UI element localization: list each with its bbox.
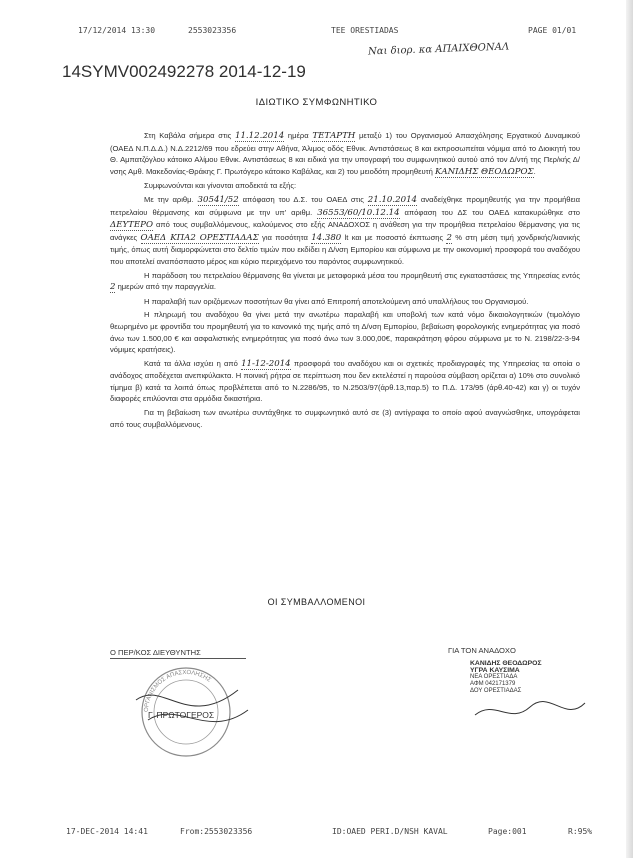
paragraph-terms: Κατά τα άλλα ισχύει η από 11-12-2014 προσφορά του αναδόχου και οι σχετικές προδιαγραφές της Υπηρεσίας τα οποία ο ανάδοχος αποδέχεται ανεπιφύλακτα. Η ποινική ρήτρα σε περίπτωση που δεν εκτελέστεί η παρούσα σύμβαση ορίζεται α) 10% στο συνολικό τίμημα β) κατά τα λοιπά όπως προβλέπεται από το Ν.2286/95, το Ν.2503/97(άρθ.13,παρ.5) το Π.Δ. 173/95 (άρθ.40-42) και γ) οι τυχόν διαφορές επιλύονται στα αρμόδια δικαστήρια.	[110, 358, 580, 404]
handwritten-weekday: ΤΕΤΑΡΤΗ	[312, 131, 356, 141]
right-signature-scribble	[470, 695, 590, 729]
supplier-stamp-line: ΚΑΝΙΔΗΣ ΘΕΟΔΩΡΟΣ	[470, 660, 542, 667]
supplier-stamp-line: ΝΕΑ ΟΡΕΣΤΙΑΔΑ	[470, 674, 518, 680]
scan-edge	[626, 0, 633, 858]
seal-text: ΟΡΓΑΝΙΣΜΟΣ ΑΠΑΣΧΟΛΗΣΗΣ	[143, 669, 212, 713]
fax-header-page: PAGE 01/01	[528, 26, 577, 35]
right-signatory-title: ΓΙΑ ΤΟΝ ΑΝΑΔΟΧΟ	[448, 646, 516, 655]
handwritten-decision-date: 21.10.2014	[367, 194, 418, 205]
paragraph-delivery: Η παράδοση του πετρελαίου θέρμανσης θα γίνεται με μεταφορικά μέσα του προμηθευτή στις εγκαταστάσεις της Υπηρεσίας εντός 2 ημερών από την παραγγελία.	[110, 270, 580, 293]
handwritten-service: ΟΑΕΔ ΚΠΑ2 ΟΡΕΣΤΙΑΔΑΣ	[140, 232, 259, 243]
paragraph-agreed: Συμφωνούνται και γίνονται αποδεκτά τα εξής:	[144, 181, 297, 191]
supplier-stamp	[470, 660, 590, 733]
handwritten-note: Ναι διορ. κα ΑΠΑΙΧΘΟΝΑΛ	[367, 41, 510, 58]
supplier-stamp-line: ΔΟΥ ΟΡΕΣΤΙΑΔΑΣ	[470, 688, 522, 694]
handwritten-discount: 2	[446, 232, 452, 243]
fax-footer-timestamp: 17-DEC-2014 14:41	[66, 827, 148, 836]
fax-header-timestamp: 17/12/2014 13:30	[78, 26, 156, 35]
agreement-body	[110, 130, 580, 430]
document-title: ΙΔΙΩΤΙΚΟ ΣΥΜΦΩΝΗΤΙΚΟ	[255, 97, 378, 108]
paragraph-reception: Η παραλαβή των οριζόμενων ποσοτήτων θα γίνει από Επιτροπή αποτελούμενη από υπαλλήλους του Οργανισμού.	[144, 296, 529, 306]
paragraph-closing: Για τη βεβαίωση των ανωτέρω συντάχθηκε το συμφωνητικό αυτό σε (3) αντίγραφα το οποίο αφού αναγνώσθηκε, υπογράφεται από τους συμβαλλόμενους.	[110, 408, 580, 429]
handwritten-ref-word: ΔΕΥΤΕΡΟ	[110, 220, 153, 231]
signatories-heading: ΟΙ ΣΥΜΒΑΛΛΟΜΕΝΟΙ	[267, 597, 366, 607]
fax-footer-r: R:95%	[568, 827, 593, 836]
left-signatory-name: Γ. ΠΡΩΤΟΓΕΡΟΣ	[148, 710, 215, 720]
handwritten-days: 2	[110, 282, 116, 293]
registry-stamp-id: 14SYMV002492278 2014-12-19	[62, 62, 306, 81]
supplier-stamp-line: ΑΦΜ 042171379	[470, 681, 516, 687]
left-signatory-title: Ο ΠΕΡ/ΚΟΣ ΔΙΕΥΘΥΝΤΗΣ	[110, 648, 201, 657]
paragraph-award: Με την αριθμ. 30541/52 απόφαση του Δ.Σ. του ΟΑΕΔ στις 21.10.2014 αναδείχθηκε προμηθευτής για την προμήθεια πετρελαίου θέρμανσης και σύμφωνα με την υπ' αριθμ. 36553/60/10.12.14 απόφαση του ΔΣ του ΟΑΕΔ κατακυρώθηκε στο ΔΕΥΤΕΡΟ από τους συμβαλλόμενους, καλούμενος στο εξής ΑΝΑΔΟΧΟΣ η ανάθεση για την προμήθεια πετρελαίου θέρμανσης για τις ανάγκες ΟΑΕΔ ΚΠΑ2 ΟΡΕΣΤΙΑΔΑΣ για ποσότητα 14.380 lt και με ποσοστό έκπτωσης 2 % στη μέση τιμή χονδρικής/λιανικής τιμής, όπως αυτή διαμορφώνεται στο δελτίο τιμών που εκδίδει η Δ/νση Εμπορίου και σύμφωνα με την οικονομική προσφορά του αναδόχου που αποτελεί αναπόσπαστο μέρος και κύριο περιεχόμενο του παρόντος συμφωνητικού.	[110, 194, 580, 266]
fax-header-number: 2553023356	[188, 26, 237, 35]
fax-footer-page: Page:001	[488, 827, 527, 836]
handwritten-supplier: ΚΑΝΙΔΗΣ ΘΕΟΔΩΡΟΣ	[434, 166, 534, 177]
official-seal-icon	[118, 660, 268, 760]
paragraph-parties: Στη Καβάλα σήμερα στις 11.12.2014 ημέρα ΤΕΤΑΡΤΗ μεταξύ 1) του Οργανισμού Απασχόλησης Εργατικού Δυναμικού (ΟΑΕΔ Ν.Π.Δ.Δ.) Ν.Δ.2212/69 που εδρεύει στην Αθήνα, Άλιμος οδός Εθνικ. Αντιστάσεως 8 και εκπροσωπείται νόμιμα από το Διοικητή του Θ. Αμπατζόγλου κάτοικο Αλίμου Εθνικ. Αντιστάσεως 8 και ειδικά για την υπογραφή του συμφωνητικού αυτού από τον Δ/ντή της Περ/κής Δ/νσης Αμθ. Μακεδονίας-Θράκης Γ. Πρωτόγερο κάτοικο Καβάλας, και 2) του μειοδότη προμηθευτή ΚΑΝΙΔΗΣ ΘΕΟΔΩΡΟΣ.	[110, 131, 580, 177]
handwritten-quantity: 14.380	[311, 232, 342, 243]
fax-footer-from: From:2553023356	[180, 827, 253, 836]
handwritten-ref-no: 36553/60/10.12.14	[317, 207, 400, 218]
fax-footer-id: ID:OAED PERI.D/NSH KAVAL	[332, 827, 448, 836]
handwritten-offer-date: 11-12-2014	[241, 358, 291, 369]
paragraph-payment: Η πληρωμή του αναδόχου θα γίνει μετά την ανωτέρω παραλαβή και υποβολή των κατά νόμο δικαιολογητικών (τιμολόγιο θεωρημένο με φροντίδα του προμηθευτή για το κανονικό της τιμής από τη Δ/νση Εμπορίου, βεβαίωση φορολογικής ενημερότητας για ποσό άνω των 1.500,00 € και ασφαλιστικής ενημερότητας για ποσό άνω των 3.000,00€, παρακράτηση φόρου σύμφωνα με το Ν. 2198/22-3-94 νόμιμες κρατήσεις).	[110, 310, 580, 355]
left-signature-line	[110, 658, 246, 659]
fax-header-sender: TEE ORESTIADAS	[331, 26, 399, 35]
supplier-stamp-line: ΥΓΡΑ ΚΑΥΣΙΜΑ	[470, 667, 520, 674]
handwritten-decision-no: 30541/52	[197, 194, 239, 205]
handwritten-date: 11.12.2014	[235, 131, 285, 141]
